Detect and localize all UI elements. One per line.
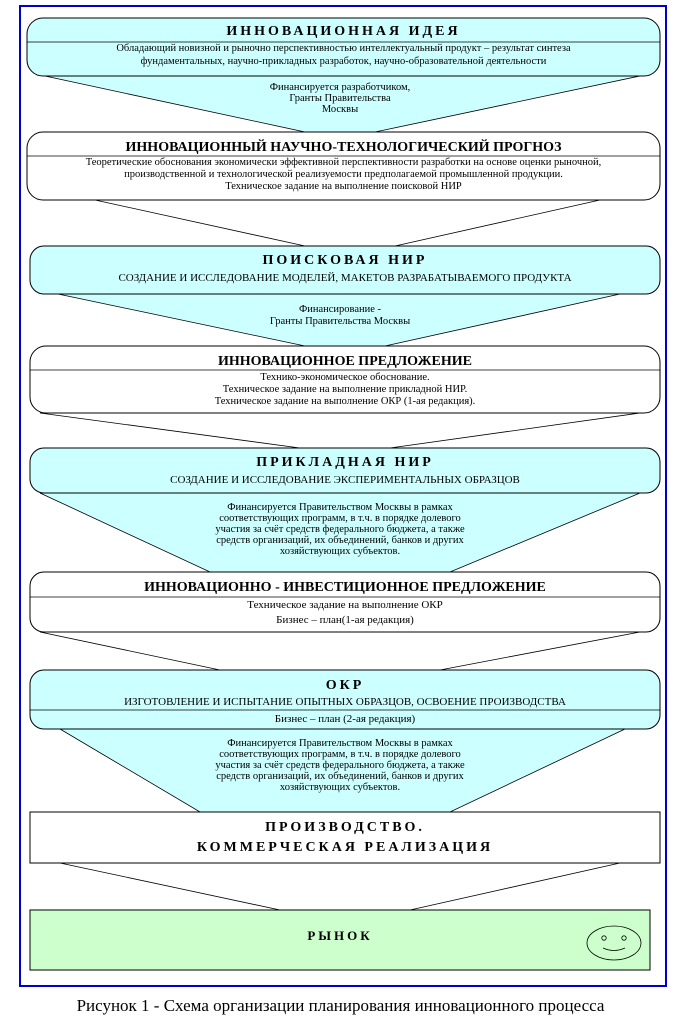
funding-3-line-2: соответствующих программ, в т.ч. в порядке долевого <box>219 513 461 524</box>
funding-4-line-2: соответствующих программ, в т.ч. в порядке долевого <box>219 749 461 760</box>
forecast-text-line-1: Теоретические обоснования экономически эффективной перспективности разработки на основе оценки рыночной, <box>85 157 602 168</box>
proposal-text-line-3: Техническое задание на выполнение ОКР (1-ая редакция). <box>214 396 476 407</box>
funding-2-line-2: Гранты Правительства Москвы <box>269 316 411 327</box>
funding-3-line-4: средств организаций, их объединений, банков и других <box>216 535 464 546</box>
funding-4-line-4: средств организаций, их объединений, банков и других <box>216 771 464 782</box>
okr-text: Бизнес – план (2-ая редакция) <box>274 713 416 725</box>
okr-title: ОКР <box>325 678 365 693</box>
idea-text-line-2: фундаментальных, научно-прикладных разработок, научно-образовательной деятельности <box>140 56 547 67</box>
funding-4-line-5: хозяйствующих субъектов. <box>279 782 401 793</box>
search-research-title: ПОИСКОВАЯ НИР <box>262 253 428 268</box>
idea-title: ИННОВАЦИОННАЯ ИДЕЯ <box>226 24 461 39</box>
investment-text-line-2: Бизнес – план(1-ая редакция) <box>276 614 414 626</box>
applied-research-subtitle: СОЗДАНИЕ И ИССЛЕДОВАНИЕ ЭКСПЕРИМЕНТАЛЬНЫХ ОБРАЗЦОВ <box>170 474 520 486</box>
forecast-text-line-2: производственной и технологической реализуемости предполагаемой промышленной продукции. <box>124 169 563 180</box>
investment-proposal-title: ИННОВАЦИОННО - ИНВЕСТИЦИОННОЕ ПРЕДЛОЖЕНИЕ <box>144 580 546 595</box>
funnel-6 <box>40 632 640 670</box>
proposal-text-line-2: Техническое задание на выполнение прикладной НИР. <box>222 384 468 395</box>
funnel-2 <box>95 200 600 246</box>
funding-4-line-3: участия за счёт средств федерального бюджета, а также <box>215 760 465 771</box>
funding-3-line-5: хозяйствующих субъектов. <box>279 546 401 557</box>
funding-4-line-1: Финансируется Правительством Москвы в рамках <box>227 738 453 749</box>
funding-3-line-1: Финансируется Правительством Москвы в рамках <box>227 502 453 513</box>
proposal-title: ИННОВАЦИОННОЕ ПРЕДЛОЖЕНИЕ <box>218 354 472 369</box>
investment-text-line-1: Техническое задание на выполнение ОКР <box>247 599 443 611</box>
funnel-4 <box>40 413 640 448</box>
funding-1-line-1: Финансируется разработчиком, <box>269 82 411 93</box>
production-line-2: КОММЕРЧЕСКАЯ РЕАЛИЗАЦИЯ <box>196 840 494 855</box>
funding-1-line-2: Гранты Правительства <box>289 93 391 104</box>
forecast-title: ИННОВАЦИОННЫЙ НАУЧНО-ТЕХНОЛОГИЧЕСКИЙ ПРОГНОЗ <box>125 140 562 155</box>
funnel-8 <box>60 863 620 910</box>
funding-2-line-1: Финансирование - <box>298 304 382 315</box>
applied-research-title: ПРИКЛАДНАЯ НИР <box>256 455 434 470</box>
proposal-text-line-1: Технико-экономическое обоснование. <box>260 372 430 383</box>
funding-3-line-3: участия за счёт средств федерального бюджета, а также <box>215 524 465 535</box>
funding-1-line-3: Москвы <box>321 104 359 115</box>
okr-subtitle: ИЗГОТОВЛЕНИЕ И ИСПЫТАНИЕ ОПЫТНЫХ ОБРАЗЦОВ, ОСВОЕНИЕ ПРОИЗВОДСТВА <box>124 696 566 708</box>
production-line-1: ПРОИЗВОДСТВО. <box>265 820 425 835</box>
market-title: РЫНОК <box>307 928 373 943</box>
forecast-text-line-3: Техническое задание на выполнение поисковой НИР <box>225 181 462 192</box>
search-research-subtitle: СОЗДАНИЕ И ИССЛЕДОВАНИЕ МОДЕЛЕЙ, МАКЕТОВ РАЗРАБАТЫВАЕМОГО ПРОДУКТА <box>118 272 572 284</box>
idea-text-line-1: Обладающий новизной и рыночно перспективностью интеллектуальный продукт – результат синтеза <box>116 43 571 54</box>
figure-caption: Рисунок 1 - Схема организации планирования инновационного процесса <box>76 996 605 1015</box>
